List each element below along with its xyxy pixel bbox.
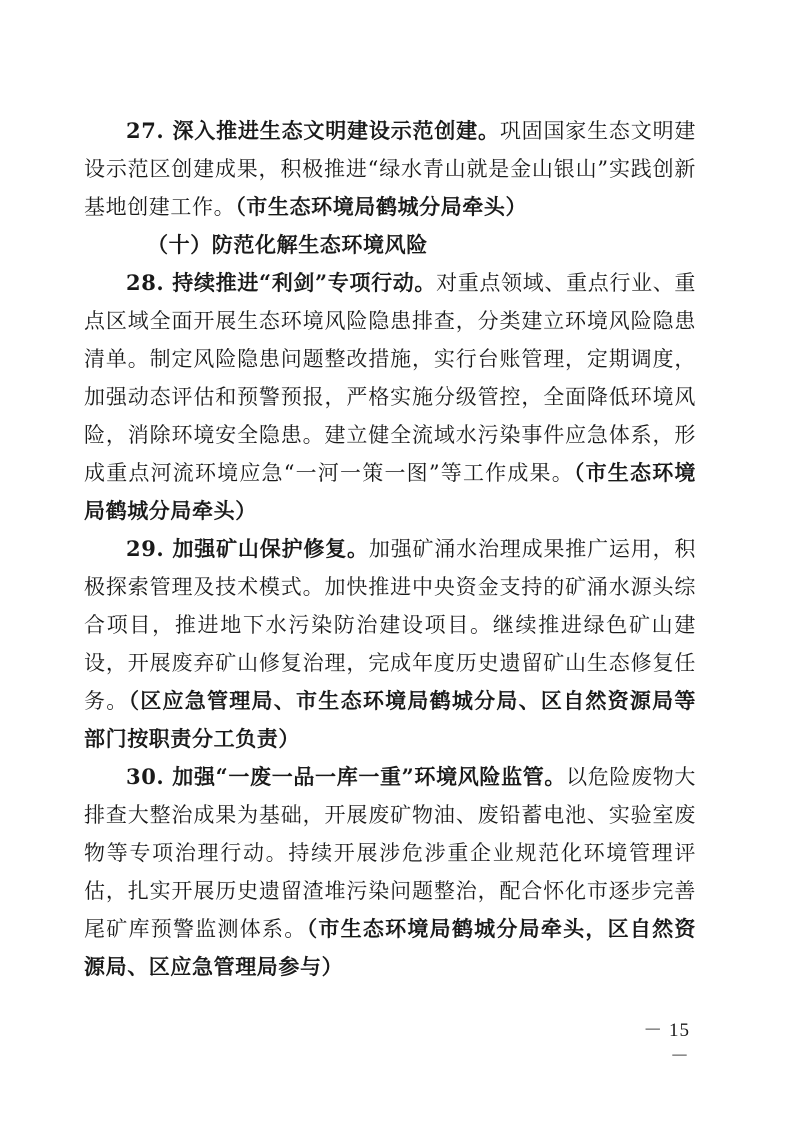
paragraph-item-27 [84,112,696,226]
item-28-title: 28. 持续推进“利剑”专项行动。 [126,270,437,295]
item-30-body: 以危险废物大排查大整治成果为基础，开展废矿物油、废铅蓄电池、实验室废物等专项治理行动。持续开展涉危涉重企业规范化环境管理评估，扎实开展历史遗留渣堆污染问题整治，配合怀化市逐步完善尾矿库预警监测体系。 [84,765,696,941]
section-heading-10: （十）防范化解生态环境风险 [147,232,428,257]
paragraph-item-29 [84,530,696,758]
item-30-title: 30. 加强“一废一品一库一重”环境风险监管。 [126,764,567,789]
item-28-body: 对重点领域、重点行业、重点区域全面开展生态环境风险隐患排查，分类建立环境风险隐患清单。制定风险隐患问题整改措施，实行台账管理，定期调度，加强动态评估和预警预报，严格实施分级管控，全面降低环境风险，消除环境安全隐患。建立健全流域水污染事件应急体系，形成重点河流环境应急“一河一策一图”等工作成果。 [84,271,697,485]
item-27-lead-unit: （市生态环境局鹤城分局牵头） [235,194,528,219]
item-28-lead-unit: （市生态环境局鹤城分局牵头） [84,460,696,523]
item-29-title: 29. 加强矿山保护修复。 [126,536,369,561]
item-27-body: 巩固国家生态文明建设示范区创建成果，积极推进“绿水青山就是金山银山”实践创新基地创建工作。 [84,119,696,219]
paragraph-item-30 [84,758,696,986]
item-30-lead-unit: （市生态环境局鹤城分局牵头，区自然资源局、区应急管理局参与） [84,916,696,979]
item-27-title: 27. 深入推进生态文明建设示范创建。 [126,118,500,143]
paragraph-item-28 [84,264,696,530]
item-29-body: 加强矿涌水治理成果推广运用，积极探索管理及技术模式。加快推进中央资金支持的矿涌水源头综合项目，推进地下水污染防治建设项目。继续推进绿色矿山建设，开展废弃矿山修复治理，完成年度历史遗留矿山生态修复任务。 [84,537,696,713]
page-number: － 15 － [643,1020,690,1067]
item-29-lead-unit: （区应急管理局、市生态环境局鹤城分局、区自然资源局等部门按职责分工负责） [84,688,696,751]
